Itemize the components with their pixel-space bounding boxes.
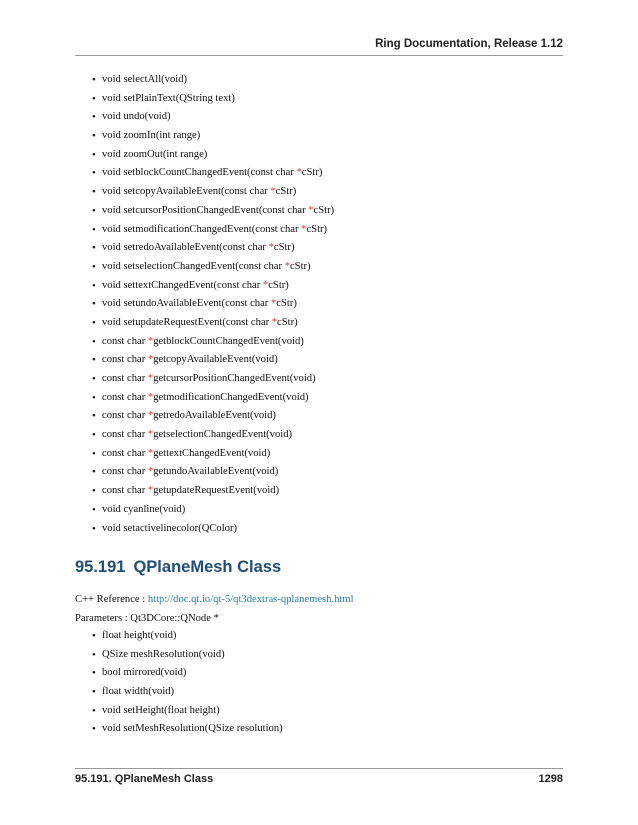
reference-label: C++ Reference : [75, 594, 148, 605]
method-list-qplanemesh [92, 627, 283, 739]
method-text-tail: getundoAvailableEvent(void) [153, 466, 279, 478]
method-text: const char [102, 485, 148, 497]
method-text-tail: cStr) [273, 242, 295, 254]
method-text: const char [102, 391, 148, 403]
method-text: float width(void) [102, 686, 175, 698]
pointer-asterisk: * [147, 373, 154, 384]
method-item [92, 333, 334, 352]
method-text: float height(void) [102, 630, 177, 641]
method-text: const char [102, 373, 148, 384]
footer-section: 95.191. QPlaneMesh Class [75, 773, 214, 785]
method-item [92, 108, 334, 127]
method-text: void setupdateRequestEvent(const char [102, 316, 272, 328]
pointer-asterisk: * [271, 316, 278, 328]
pointer-asterisk: * [147, 391, 154, 403]
pointer-asterisk: * [284, 260, 290, 272]
method-text: void settextChangedEvent(const char [102, 279, 263, 291]
pointer-asterisk: * [268, 242, 274, 254]
method-text-tail: getupdateRequestEvent(void) [153, 485, 280, 497]
method-text: void setMeshResolution(QSize resolution) [102, 723, 283, 735]
method-item [92, 221, 334, 240]
method-item [92, 445, 334, 464]
parameters-line: Parameters : Qt3DCore::QNode * [75, 613, 219, 624]
running-header: Ring Documentation, Release 1.12 [375, 38, 563, 50]
footer-rule [75, 768, 563, 769]
page-number: 1298 [538, 773, 563, 785]
method-text-tail: gettextChangedEvent(void) [153, 447, 271, 459]
method-text: void setactivelinecolor(QColor) [102, 522, 238, 534]
method-item [92, 482, 334, 501]
method-text: void setredoAvailableEvent(const char [102, 242, 269, 254]
method-item [92, 295, 334, 314]
method-text: void setcursorPositionChangedEvent(const char [102, 204, 309, 216]
pointer-asterisk: * [147, 429, 154, 441]
header-rule [75, 55, 563, 56]
method-item [92, 183, 334, 202]
method-item [92, 407, 334, 426]
method-text-tail: cStr) [275, 186, 297, 198]
method-item [92, 683, 283, 702]
method-text-tail: cStr) [289, 260, 311, 272]
method-text: bool mirrored(void) [102, 667, 187, 679]
pointer-asterisk: * [147, 485, 154, 497]
section-title-text: QPlaneMesh Class [133, 558, 282, 576]
pointer-asterisk: * [147, 335, 154, 347]
method-item [92, 426, 334, 445]
method-item [92, 146, 334, 165]
method-text: void setselectionChangedEvent(const char [102, 260, 285, 272]
method-item [92, 314, 334, 333]
pointer-asterisk: * [262, 279, 269, 291]
method-text: const char [102, 410, 148, 422]
method-item [92, 370, 334, 389]
method-item [92, 627, 283, 646]
method-text-tail: getselectionChangedEvent(void) [153, 429, 293, 441]
method-item [92, 720, 283, 739]
method-text: void setundoAvailableEvent(const char [102, 298, 271, 310]
method-text-tail: getredoAvailableEvent(void) [153, 410, 276, 422]
cpp-reference [75, 594, 354, 605]
method-item [92, 71, 334, 90]
method-text: const char [102, 429, 148, 441]
method-item [92, 702, 283, 721]
method-text-tail: cStr) [276, 298, 297, 310]
method-text: void setblockCountChangedEvent(const char [102, 167, 297, 179]
pointer-asterisk: * [270, 186, 276, 198]
method-item [92, 463, 334, 482]
method-item [92, 202, 334, 221]
method-text: void setmodificationChangedEvent(const char [102, 223, 302, 235]
method-item [92, 389, 334, 408]
method-item [92, 239, 334, 258]
method-item [92, 90, 334, 109]
section-number: 95.191 [75, 558, 126, 576]
method-text: void cyanline(void) [102, 503, 186, 515]
pointer-asterisk: * [147, 354, 154, 366]
method-text: void setHeight(float height) [102, 704, 220, 716]
method-item [92, 501, 334, 520]
method-text: QSize meshResolution(void) [102, 648, 225, 660]
method-text-tail: cStr) [313, 204, 335, 216]
method-text-tail: getcopyAvailableEvent(void) [153, 354, 278, 366]
method-text-tail: getblockCountChangedEvent(void) [153, 335, 304, 347]
method-item [92, 351, 334, 370]
pointer-asterisk: * [147, 410, 154, 422]
section-heading[interactable] [75, 558, 281, 577]
method-text-tail: cStr) [268, 279, 289, 291]
method-text: const char [102, 447, 148, 459]
method-text: const char [102, 466, 148, 478]
method-text-tail: cStr) [277, 316, 298, 328]
pointer-asterisk: * [270, 298, 277, 310]
method-text-tail: getcursorPositionChangedEvent(void) [153, 373, 316, 384]
method-item [92, 646, 283, 665]
method-text: void setPlainText(QString text) [102, 92, 235, 104]
method-text: void undo(void) [102, 111, 171, 123]
method-text: void zoomOut(int range) [102, 148, 208, 160]
method-item [92, 520, 334, 539]
method-text-tail: cStr) [301, 167, 323, 179]
pointer-asterisk: * [308, 204, 314, 216]
method-text: void zoomIn(int range) [102, 130, 201, 142]
method-item [92, 664, 283, 683]
method-text: const char [102, 354, 148, 366]
method-item [92, 164, 334, 183]
method-item [92, 127, 334, 146]
method-text: const char [102, 335, 148, 347]
method-text-tail: cStr) [306, 223, 328, 235]
method-item [92, 277, 334, 296]
method-item [92, 258, 334, 277]
pointer-asterisk: * [147, 466, 154, 478]
pointer-asterisk: * [147, 447, 154, 459]
method-text: void selectAll(void) [102, 74, 188, 85]
method-text: void setcopyAvailableEvent(const char [102, 186, 271, 198]
pointer-asterisk: * [301, 223, 307, 235]
reference-link[interactable]: http://doc.qt.io/qt-5/qt3dextras-qplanemesh.html [147, 594, 354, 605]
method-text-tail: getmodificationChangedEvent(void) [153, 391, 309, 403]
pointer-asterisk: * [296, 167, 302, 179]
method-list-qplaintextedit [92, 71, 334, 538]
